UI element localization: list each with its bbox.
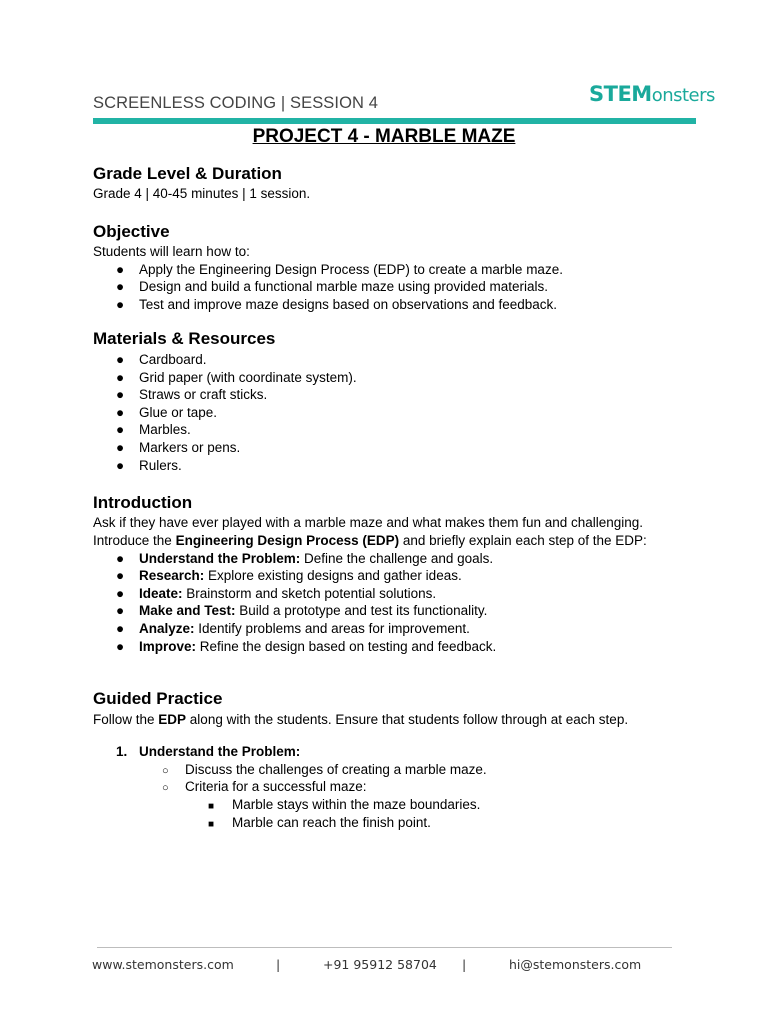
list-item: ● Markers or pens. bbox=[116, 440, 241, 455]
edp-step: ● Understand the Problem: Define the challenge and goals. bbox=[116, 551, 494, 566]
numbered-step: 1. Understand the Problem: bbox=[116, 744, 301, 759]
list-item: ● Glue or tape. bbox=[116, 405, 218, 420]
list-item: ● Rulers. bbox=[116, 458, 182, 473]
list-item: ● Marbles. bbox=[116, 422, 191, 437]
footer-website: www.stemonsters.com bbox=[92, 957, 234, 972]
circle-bullet-icon: ○ bbox=[162, 782, 169, 794]
guided-practice-line: Follow the EDP along with the students. Ensure that students follow through at each step. bbox=[93, 712, 629, 727]
footer-separator: | bbox=[462, 957, 467, 972]
bullet-icon: ● bbox=[116, 279, 125, 294]
bullet-icon: ● bbox=[116, 440, 125, 455]
footer-separator: | bbox=[276, 957, 281, 972]
list-item: ● Test and improve maze designs based on observations and feedback. bbox=[116, 297, 558, 312]
materials-heading: Materials & Resources bbox=[93, 329, 276, 348]
bullet-icon: ● bbox=[116, 352, 125, 367]
edp-step: ● Research: Explore existing designs and gather ideas. bbox=[116, 568, 462, 583]
sub-list-item: ○ Criteria for a successful maze: bbox=[162, 778, 367, 797]
edp-step: ● Analyze: Identify problems and areas for improvement. bbox=[116, 621, 470, 636]
circle-bullet-icon: ○ bbox=[162, 765, 169, 777]
square-bullet-icon: ■ bbox=[208, 819, 215, 830]
list-item: ● Grid paper (with coordinate system). bbox=[116, 370, 357, 385]
list-item: ● Straws or craft sticks. bbox=[116, 387, 268, 402]
bullet-icon: ● bbox=[116, 551, 125, 566]
objective-heading: Objective bbox=[93, 222, 170, 241]
bullet-icon: ● bbox=[116, 621, 125, 636]
bullet-icon: ● bbox=[116, 458, 125, 473]
list-item: ● Cardboard. bbox=[116, 352, 207, 367]
footer-phone: +91 95912 58704 bbox=[323, 957, 437, 972]
objective-intro: Students will learn how to: bbox=[93, 244, 250, 259]
introduction-line-1: Ask if they have ever played with a marble maze and what makes them fun and challenging. bbox=[93, 515, 644, 530]
edp-step: ● Improve: Refine the design based on testing and feedback. bbox=[116, 639, 497, 654]
bullet-icon: ● bbox=[116, 639, 125, 654]
edp-step: ● Make and Test: Build a prototype and test its functionality. bbox=[116, 603, 488, 618]
bullet-icon: ● bbox=[116, 387, 125, 402]
list-item: ● Design and build a functional marble maze using provided materials. bbox=[116, 279, 548, 294]
edp-step: ● Ideate: Brainstorm and sketch potential solutions. bbox=[116, 586, 437, 601]
logo-stem: STEM bbox=[589, 82, 652, 106]
stemonsters-logo bbox=[589, 84, 715, 105]
grade-text: Grade 4 | 40-45 minutes | 1 session. bbox=[93, 186, 311, 201]
guided-practice-heading: Guided Practice bbox=[93, 689, 223, 708]
bullet-icon: ● bbox=[116, 603, 125, 618]
bullet-icon: ● bbox=[116, 405, 125, 420]
bullet-icon: ● bbox=[116, 370, 125, 385]
criteria-item: ■ Marble can reach the finish point. bbox=[208, 814, 431, 834]
bullet-icon: ● bbox=[116, 586, 125, 601]
introduction-heading: Introduction bbox=[93, 493, 193, 512]
footer-email: hi@stemonsters.com bbox=[509, 957, 642, 972]
grade-heading: Grade Level & Duration bbox=[93, 164, 282, 183]
page-title: PROJECT 4 - MARBLE MAZE bbox=[252, 126, 516, 147]
bullet-icon: ● bbox=[116, 568, 125, 583]
header-divider bbox=[93, 118, 696, 124]
header-title: SCREENLESS CODING | SESSION 4 bbox=[93, 94, 379, 112]
bullet-icon: ● bbox=[116, 297, 125, 312]
introduction-line-2: Introduce the Engineering Design Process (EDP) and briefly explain each step of the EDP: bbox=[93, 533, 647, 548]
footer-divider bbox=[97, 947, 672, 948]
bullet-icon: ● bbox=[116, 422, 125, 437]
bullet-icon: ● bbox=[116, 262, 125, 277]
criteria-item: ■ Marble stays within the maze boundaries. bbox=[208, 796, 480, 816]
logo-onsters: onsters bbox=[651, 85, 715, 106]
step-number: 1. bbox=[116, 744, 128, 759]
list-item: ● Apply the Engineering Design Process (EDP) to create a marble maze. bbox=[116, 262, 563, 277]
square-bullet-icon: ■ bbox=[208, 801, 215, 812]
sub-list-item: ○ Discuss the challenges of creating a marble maze. bbox=[162, 761, 487, 780]
